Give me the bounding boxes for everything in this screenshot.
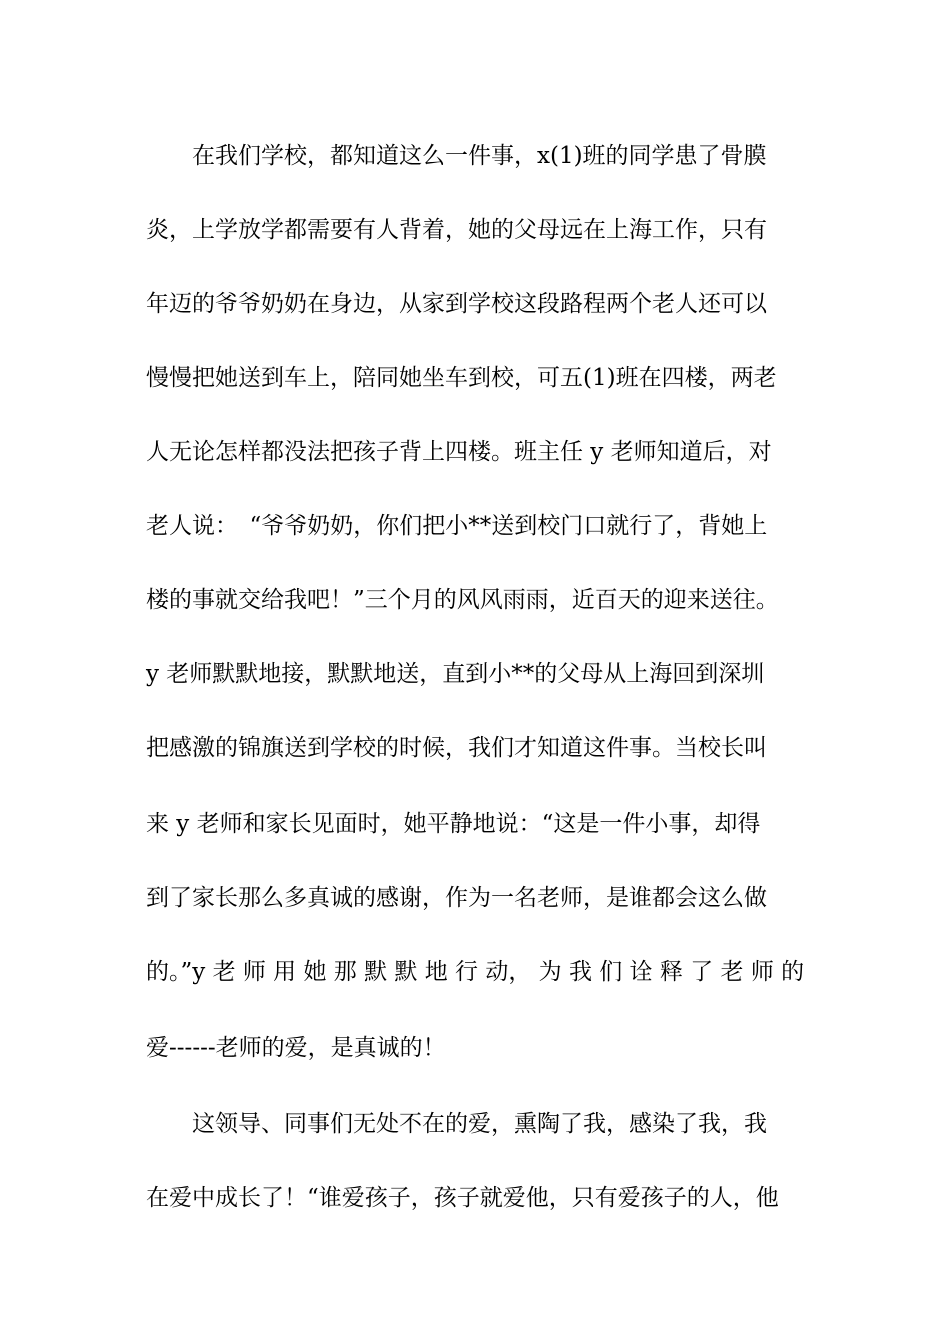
paragraph-1-line-9: 把感激的锦旗送到学校的时候，我们才知道这件事。当校长叫 — [146, 735, 767, 761]
paragraph-1-line-6: 老人说： “爷爷奶奶，你们把小**送到校门口就行了，背她上 — [146, 513, 768, 539]
paragraph-1-line-13: 爱------老师的爱，是真诚的！ — [146, 1035, 446, 1061]
paragraph-1-line-2: 炎，上学放学都需要有人背着，她的父母远在上海工作，只有 — [146, 217, 767, 243]
paragraph-1-line-11: 到了家长那么多真诚的感谢，作为一名老师，是谁都会这么做 — [146, 885, 767, 911]
paragraph-1-line-3: 年迈的爷爷奶奶在身边，从家到学校这段路程两个老人还可以 — [146, 291, 767, 317]
paragraph-1-line-1: 在我们学校，都知道这么一件事，x(1)班的同学患了骨膜 — [192, 143, 767, 169]
paragraph-1-line-10: 来 y 老师和家长见面时，她平静地说：“这是一件小事，却得 — [146, 811, 761, 837]
paragraph-1-line-7: 楼的事就交给我吧！”三个月的风风雨雨，近百天的迎来送往。 — [146, 587, 779, 613]
paragraph-1-line-12: 的。”y 老 师 用 她 那 默 默 地 行 动， 为 我 们 诠 释 了 老 师 的 — [146, 959, 805, 985]
paragraph-2-line-2: 在爱中成长了！“谁爱孩子，孩子就爱他，只有爱孩子的人，他 — [146, 1185, 779, 1211]
paragraph-1-line-5: 人无论怎样都没法把孩子背上四楼。班主任 y 老师知道后，对 — [146, 439, 772, 465]
paragraph-2-line-1: 这领导、同事们无处不在的爱，熏陶了我，感染了我，我 — [192, 1111, 767, 1137]
paragraph-1-line-8: y 老师默默地接，默默地送，直到小**的父母从上海回到深圳 — [146, 661, 765, 687]
paragraph-1-line-4: 慢慢把她送到车上，陪同她坐车到校，可五(1)班在四楼，两老 — [146, 365, 777, 391]
